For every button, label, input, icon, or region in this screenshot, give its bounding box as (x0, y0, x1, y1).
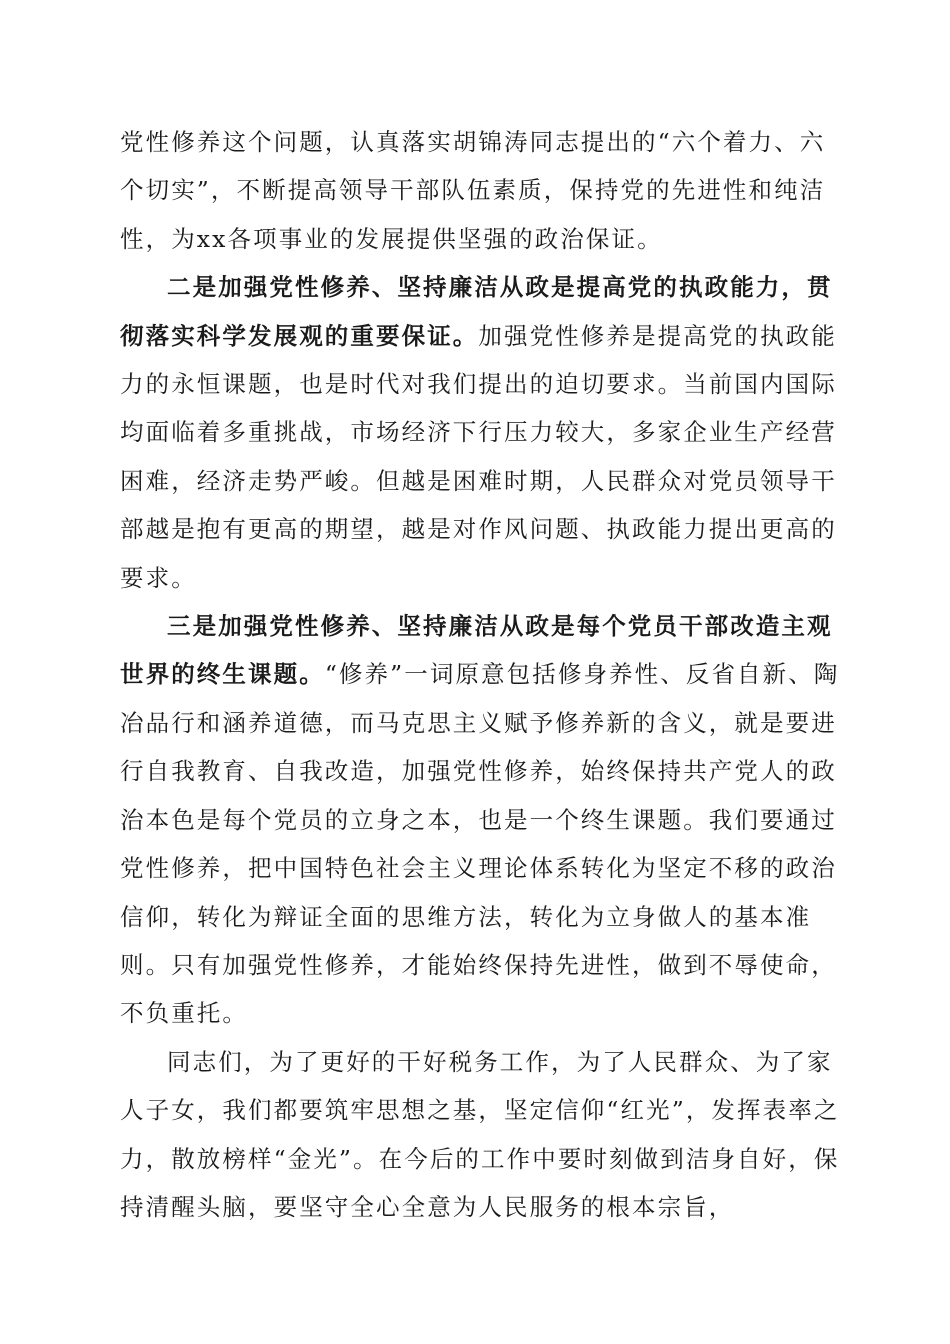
paragraph-text: “修养”一词原意包括修身养性、反省自新、陶冶品行和涵养道德，而马克思主义赋予修养新的含义，就是要进行自我教育、自我改造，加强党性修养，始终保持共产党人的政治本色是每个党员的立身之本，也是一个终生课题。我们要通过党性修养，把中国特色社会主义理论体系转化为坚定不移的政治信仰，转化为辩证全面的思维方法，转化为立身做人的基本准则。只有加强党性修养，才能始终保持先进性，做到不辱使命，不负重托。 (120, 660, 840, 1028)
document-page (120, 118, 840, 1231)
paragraph-lead-sentence: 三是加强党性修养、坚持廉洁从政是每个党员干部改造主观世界的终生课题。 (120, 612, 833, 689)
paragraph-closing (120, 1038, 840, 1232)
paragraph-text: 党性修养这个问题，认真落实胡锦涛同志提出的“六个着力、六个切实”，不断提高领导干部队伍素质，保持党的先进性和纯洁性，为xx各项事业的发展提供坚强的政治保证。 (120, 128, 826, 253)
paragraph-lead-sentence: 二是加强党性修养、坚持廉洁从政是提高党的执政能力，贯彻落实科学发展观的重要保证。 (120, 273, 833, 350)
paragraph-text: 同志们，为了更好的干好税务工作，为了人民群众、为了家人子女，我们都要筑牢思想之基，坚定信仰“红光”，发挥表率之力，散放榜样“金光”。在今后的工作中要时刻做到洁身自好，保持清醒头脑，要坚守全心全意为人民服务的根本宗旨， (120, 1047, 840, 1221)
paragraph-text: 加强党性修养是提高党的执政能力的永恒课题，也是时代对我们提出的迫切要求。当前国内国际均面临着多重挑战，市场经济下行压力较大，多家企业生产经营困难，经济走势严峻。但越是困难时期，人民群众对党员领导干部越是抱有更高的期望，越是对作风问题、执政能力提出更高的要求。 (120, 321, 837, 592)
paragraph-point-three (120, 602, 840, 1038)
paragraph-point-two (120, 263, 840, 602)
paragraph-continuation (120, 118, 840, 263)
